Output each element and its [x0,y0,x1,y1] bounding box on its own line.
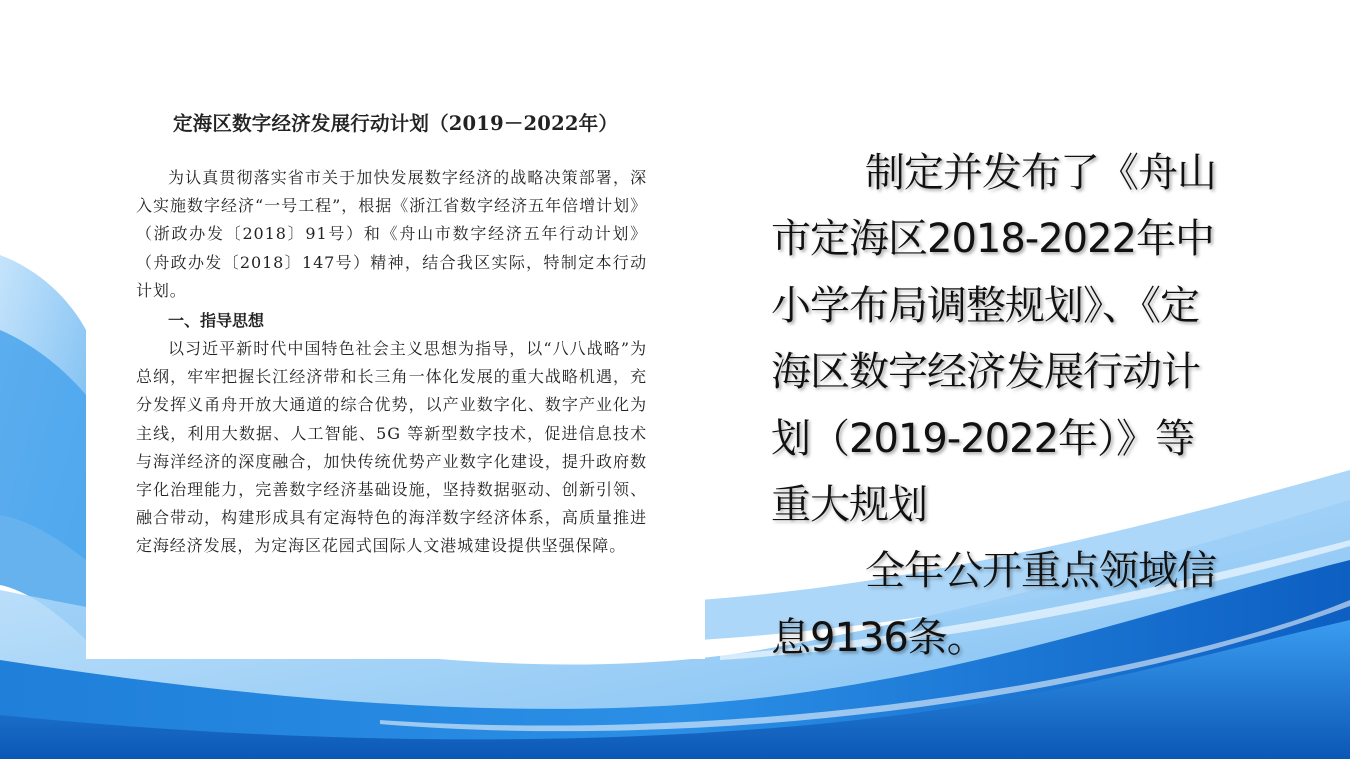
slide-paragraph-1: 制定并发布了《舟山市定海区2018-2022年中小学布局调整规划》、《定海区数字经济发展行动计划（2019-2022年）》等重大规划 [771,150,1216,529]
document-section-body: 以习近平新时代中国特色社会主义思想为指导，以“八八战略”为总纲，牢牢把握长江经济带和长三角一体化发展的重大战略机遇，充分发挥义甬舟开放大通道的综合优势，以产业数字化、数字产业化为主线，利用大数据、人工智能、5G 等新型数字技术，促进信息技术与海洋经济的深度融合，加快传统优势产业数字化建设，提升政府数字化治理能力，完善数字经济基础设施，坚持数据驱动、创新引领、融合带动，构建形成具有定海特色的海洋数字经济体系，高质量推进定海经济发展，为定海区花园式国际人文港城建设提供坚强保障。 [136,339,647,556]
slide-body-text [771,140,1221,671]
document-title: 定海区数字经济发展行动计划（2019－2022年） [172,112,619,135]
slide-paragraph-2: 全年公开重点领域信息9136条。 [771,548,1216,661]
document-image [86,48,705,659]
document-section-heading: 一、指导思想 [168,311,265,331]
document-intro-paragraph: 为认真贯彻落实省市关于加快发展数字经济的战略决策部署，深入实施数字经济“一号工程”，根据《浙江省数字经济五年倍增计划》（浙政办发〔2018〕91号）和《舟山市数字经济五年行动计划》（舟政办发〔2018〕147号）精神，结合我区实际，特制定本行动计划。 [136,168,647,300]
